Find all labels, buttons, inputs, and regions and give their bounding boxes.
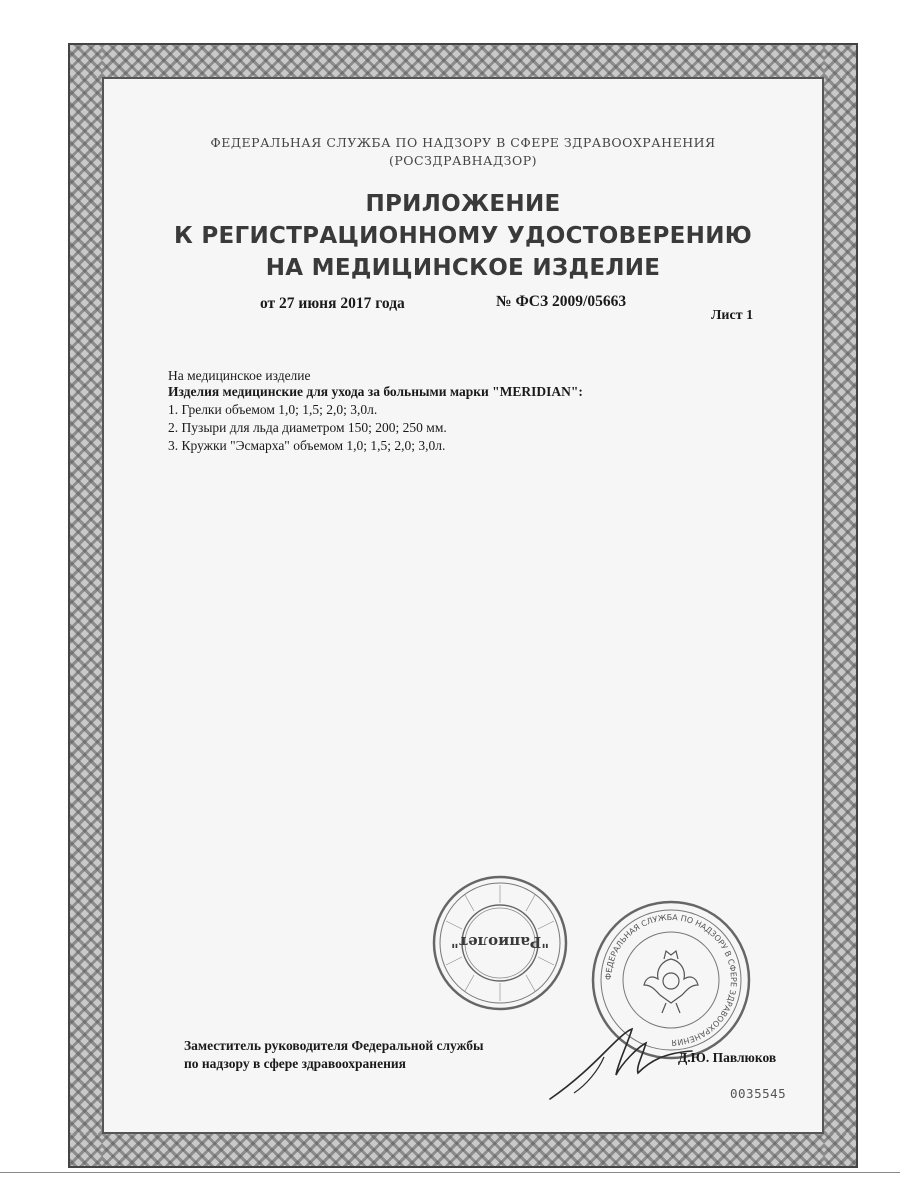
company-stamp bbox=[430, 873, 570, 1013]
signer-title: Заместитель руководителя Федеральной службы bbox=[184, 1038, 484, 1053]
document-subtitle-line2: НА МЕДИЦИНСКОЕ ИЗДЕЛИЕ bbox=[265, 255, 661, 281]
registration-date: от 27 июня 2017 года bbox=[260, 295, 405, 312]
handwritten-signature bbox=[546, 1023, 696, 1103]
sheet-number: Лист 1 bbox=[711, 308, 754, 323]
device-item: 2. Пузыри для льда диаметром 150; 200; 250 мм. bbox=[168, 420, 447, 435]
signer-title-continued: по надзору в сфере здравоохранения bbox=[184, 1056, 406, 1071]
document-title: ПРИЛОЖЕНИЕ bbox=[365, 191, 561, 217]
device-item: 1. Грелки объемом 1,0; 1,5; 2,0; 3,0л. bbox=[168, 402, 378, 417]
device-item: 3. Кружки "Эсмарха" объемом 1,0; 1,5; 2,0; 3,0л. bbox=[168, 438, 446, 453]
device-name: Изделия медицинские для ухода за больными марки "MERIDIAN": bbox=[168, 384, 583, 399]
certificate-content bbox=[68, 43, 858, 1168]
company-stamp-text: "Рапиолет" bbox=[450, 933, 550, 951]
agency-abbreviation: (РОСЗДРАВНАДЗОР) bbox=[389, 153, 537, 168]
scan-edge-line bbox=[0, 1172, 900, 1173]
device-intro: На медицинское изделие bbox=[168, 368, 311, 383]
signer-name: Д.Ю. Павлюков bbox=[678, 1050, 777, 1065]
agency-name: ФЕДЕРАЛЬНАЯ СЛУЖБА ПО НАДЗОРУ В СФЕРЕ ЗДРАВООХРАНЕНИЯ bbox=[210, 135, 716, 150]
document-subtitle-line1: К РЕГИСТРАЦИОННОМУ УДОСТОВЕРЕНИЮ bbox=[173, 223, 753, 249]
registration-number: № ФСЗ 2009/05663 bbox=[496, 293, 627, 310]
eagle-emblem-icon bbox=[644, 951, 698, 1013]
agency-seal-ring-text: ФЕДЕРАЛЬНАЯ СЛУЖБА ПО НАДЗОРУ В СФЕРЕ ЗДРАВООХРАНЕНИЯ bbox=[603, 912, 739, 1048]
certificate-sheet bbox=[68, 43, 858, 1168]
serial-number: 0035545 bbox=[730, 1086, 787, 1101]
